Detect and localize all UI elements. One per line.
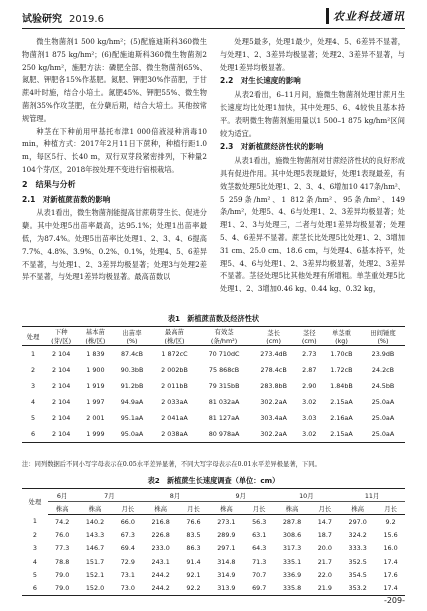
table-cell: 76.0 bbox=[55, 530, 70, 539]
table-cell: 95.0aA bbox=[113, 426, 152, 443]
right-column bbox=[220, 36, 405, 296]
table-cell: 3 bbox=[30, 382, 36, 390]
table-header-cell: 单茎重 (kg) bbox=[322, 327, 361, 346]
table-cell: 297.1 bbox=[217, 544, 236, 553]
table-row bbox=[22, 515, 405, 529]
table-cell: 18.7 bbox=[317, 530, 332, 539]
table-cell: 91.2bB bbox=[120, 382, 144, 390]
table-cell: 302.2aA bbox=[260, 398, 287, 406]
table-cell: 2 002bB bbox=[161, 366, 188, 374]
table-cell: 2.87 bbox=[302, 366, 317, 374]
table-header-cell: 月长 bbox=[245, 502, 274, 515]
table-cell: 77.3 bbox=[55, 544, 70, 553]
table-cell: 243.1 bbox=[151, 557, 170, 566]
table-cell: 354.5 bbox=[348, 570, 367, 579]
table-cell: 16.0 bbox=[383, 544, 398, 553]
table-cell: 336.9 bbox=[282, 570, 302, 579]
table-header-cell: 下种 (芽/区) bbox=[44, 327, 78, 346]
table-cell: 6 bbox=[22, 426, 44, 443]
table-cell: 15.6 bbox=[383, 530, 398, 539]
table-cell: 2 104 bbox=[51, 350, 71, 358]
table-cell: 3.03 bbox=[302, 414, 317, 422]
table1 bbox=[22, 326, 405, 443]
table-cell: 2 bbox=[32, 530, 37, 539]
table-header-cell: 茎径 (cm) bbox=[297, 327, 322, 346]
table-row bbox=[22, 528, 405, 541]
table-cell: 76.6 bbox=[186, 517, 201, 526]
table-cell: 324.2 bbox=[348, 530, 367, 539]
table-cell: 233.0 bbox=[151, 544, 170, 553]
paragraph: 处理5最多，处理1最少，处理4、5、6差异不显著，与处理1、2、3差异均极显著；处理2、3差异不显著，与处理1差异均极显著。 bbox=[220, 37, 405, 72]
table-cell: 63.1 bbox=[252, 530, 267, 539]
table-row bbox=[22, 410, 405, 426]
table-cell: 216.8 bbox=[151, 517, 170, 526]
table-cell: 308.6 bbox=[282, 530, 302, 539]
journal-brand: 农业科技通讯 bbox=[326, 8, 405, 24]
table-row bbox=[22, 426, 405, 443]
table-cell: 5 bbox=[30, 414, 36, 422]
table-cell: 9.2 bbox=[385, 517, 396, 526]
table-header-cell: 茎长 (cm) bbox=[251, 327, 297, 346]
table-cell: 21.7 bbox=[317, 557, 332, 566]
table-cell: 24.5bB bbox=[371, 382, 395, 390]
table1-caption: 表1 新植蔗苗数及经济性状 bbox=[167, 314, 260, 323]
table-cell: 83.5 bbox=[186, 530, 201, 539]
table-cell: 2 041aA bbox=[161, 414, 188, 422]
table-cell: 289.9 bbox=[217, 530, 236, 539]
table-row bbox=[22, 394, 405, 410]
table-cell: 5 bbox=[32, 570, 37, 579]
table-cell: 14.7 bbox=[317, 517, 332, 526]
subsection-heading: 2.1 对新植蔗苗数的影响 bbox=[22, 194, 111, 204]
table-cell: 1 999 bbox=[78, 426, 112, 443]
table-cell: 73.0 bbox=[113, 581, 142, 595]
table-cell: 56.3 bbox=[252, 517, 267, 526]
table-header-cell: 最高苗 (株/区) bbox=[152, 327, 198, 346]
table-cell: 20.0 bbox=[317, 544, 332, 553]
table-cell: 3.02 bbox=[302, 398, 317, 406]
paragraph: 种茎在下种前用甲基托布津1 000倍液浸种消毒10 min，种植方式：2017年2月11日下蔗种，种植行距1.0 m，每区5行、长40 m，双行双芽段紧密排列，下种量2 104个芽/区，2018年按处理不变进行宿根栽培。 bbox=[22, 126, 207, 174]
table-cell: 287.8 bbox=[282, 517, 302, 526]
table-header-cell: 6月 bbox=[48, 489, 77, 502]
table-row bbox=[22, 378, 405, 394]
table-cell: 6 bbox=[22, 581, 48, 595]
table-cell: 78.8 bbox=[55, 557, 70, 566]
table-cell: 2.73 bbox=[302, 350, 317, 358]
table-cell: 1.72cB bbox=[330, 366, 353, 374]
table-cell: 352.5 bbox=[348, 557, 367, 566]
table-header-cell: 株高 bbox=[142, 502, 179, 515]
table-cell: 2 104 bbox=[51, 398, 71, 406]
subsection-heading: 2.3 对新植蔗经济性状的影响 bbox=[220, 142, 324, 152]
table-cell: 152.0 bbox=[77, 581, 114, 595]
table-cell: 140.2 bbox=[85, 517, 105, 526]
table-cell: 1 bbox=[30, 350, 36, 358]
table-header-cell: 株高 bbox=[339, 502, 376, 515]
table-cell: 1 997 bbox=[86, 398, 105, 406]
table-cell: 2 011bB bbox=[161, 382, 188, 390]
table-cell: 71.3 bbox=[252, 557, 267, 566]
table-cell: 17.4 bbox=[383, 557, 398, 566]
table-cell: 92.1 bbox=[186, 570, 201, 579]
table-header-cell: 处理 bbox=[22, 327, 44, 346]
table-cell: 17.4 bbox=[376, 581, 405, 595]
table-cell: 1 839 bbox=[86, 350, 105, 358]
paragraph: 从表1看出，微生物菌剂能提高甘蔗萌芽生长、促进分蘖。其中处理5出苗率最高，达95.1%；处理1出苗率最低，为87.4%。处理5出苗率比处理1、2、3、4、6提高7.7%、4.8%、3.9%、0.2%、0.1%，处理4、5、6差异不显著，与处理1、2、3差异均极显著；处理3与处理2差异不显著，与处理1差异均极显著。最高苗数以 bbox=[22, 208, 207, 282]
table-cell: 278.4cB bbox=[260, 366, 287, 374]
table-cell: 302.2aA bbox=[251, 426, 297, 443]
table-cell: 3 bbox=[32, 544, 37, 553]
journal-section: 试验研究 2019.6 bbox=[22, 14, 104, 25]
table-cell: 25.0aA bbox=[371, 414, 395, 422]
table-cell: 2.16aA bbox=[330, 414, 353, 422]
table-cell: 67.3 bbox=[120, 530, 135, 539]
table-cell: 152.1 bbox=[85, 570, 105, 579]
table-cell: 66.0 bbox=[120, 517, 135, 526]
table-header-cell: 株高 bbox=[208, 502, 245, 515]
table-cell: 283.8bB bbox=[260, 382, 287, 390]
table-cell: 1 919 bbox=[86, 382, 105, 390]
paragraph: 微生物菌剂1 500 kg/hm²；(5)配施迪斯科360微生物菌剂1 875 kg/hm²；(6)配施迪斯科360微生物菌剂2 250 kg/hm²，施肥方法：磷肥全部、微生物菌剂65%、氮肥、钾肥各15%作基肥。氮肥、钾肥30%作苗肥，于甘蔗4叶时施，结合小培土。氮肥45%、钾肥55%、微生物菌剂35%作攻茎肥，在分蘖后期，结合大培土。其他按常规管理。 bbox=[22, 37, 207, 123]
table-cell: 335.1 bbox=[282, 557, 302, 566]
table-cell: 297.0 bbox=[348, 517, 367, 526]
section-heading: 2 结果与分析 bbox=[22, 179, 76, 189]
table-cell: 244.2 bbox=[142, 581, 179, 595]
table-row bbox=[22, 581, 405, 595]
table2-caption: 表2 新植蔗生长速度调查（单位：cm） bbox=[147, 476, 280, 485]
table-cell: 314.8 bbox=[217, 557, 236, 566]
table-cell: 2 033aA bbox=[161, 398, 188, 406]
table-header-cell: 月长 bbox=[310, 502, 339, 515]
table-cell: 1 bbox=[32, 517, 37, 526]
table-cell: 2.15aA bbox=[330, 398, 353, 406]
table-header-cell: 基本苗 (株/区) bbox=[78, 327, 112, 346]
table-cell: 1 872cC bbox=[161, 350, 188, 358]
table-cell: 333.3 bbox=[348, 544, 367, 553]
table-cell: 25.0aA bbox=[361, 426, 405, 443]
left-column bbox=[22, 36, 207, 284]
subsection-heading: 2.2 对生长速度的影响 bbox=[220, 76, 301, 86]
table-cell: 1 900 bbox=[86, 366, 105, 374]
table-cell: 3.02 bbox=[297, 426, 322, 443]
table-cell: 335.8 bbox=[274, 581, 311, 595]
paragraph: 从表1看出，施微生物菌剂对甘蔗经济性状的良好形成具有促进作用。其中处理5表现最好，处理1表现最差，有效茎数处理5比处理1、2、3、4、6增加10 417条/hm²、5 259条/hm²、1 812条/hm²、95条/hm²、149条/hm²，处理5、4、6与处理1、2、3差异均极显著；处理1、2、3与处理三，二者与处理1差异均极显著；处理5、4、6差异不显著。蔗茎长比处理5比处理1、2、3增加31 cm、25.0 cm、18.6 cm，与处理4、6基本持平，处理5、4、6与处理1、2、3差异均极显著，处理2、3差异不显著。茎径处理5比其他处理有所增粗。单茎重处理5比处理1、2、3增加0.46 kg、0.44 kg、0.32 kg， bbox=[220, 156, 405, 294]
table-cell: 87.4cB bbox=[120, 350, 144, 358]
table-cell: 2.15aA bbox=[322, 426, 361, 443]
table-cell: 4 bbox=[30, 398, 36, 406]
table-cell: 1.84bB bbox=[330, 382, 353, 390]
table-cell: 314.9 bbox=[217, 570, 236, 579]
table1-note: 注：同列数据后不同小写字母表示在0.05水平差异显著，不同大写字母表示在0.01水平差异极显著，下同。 bbox=[22, 461, 321, 468]
table-cell: 80 978aA bbox=[198, 426, 251, 443]
table-cell: 2 104 bbox=[51, 366, 71, 374]
table-header-cell: 9月 bbox=[208, 489, 274, 502]
table-cell: 2 104 bbox=[51, 414, 71, 422]
table-cell: 79.0 bbox=[48, 581, 77, 595]
table-row bbox=[22, 542, 405, 555]
table-row bbox=[22, 568, 405, 581]
page-number: -209- bbox=[383, 596, 405, 605]
table-header-cell: 处理 bbox=[22, 489, 48, 515]
table-cell: 244.2 bbox=[151, 570, 170, 579]
table-header-cell: 月长 bbox=[113, 502, 142, 515]
table-cell: 2 bbox=[30, 366, 36, 374]
table-header-cell: 11月 bbox=[339, 489, 405, 502]
table-header-cell: 7月 bbox=[77, 489, 143, 502]
paragraph: 从表2看出，6–11月间，施微生物菌剂处理甘蔗月生长速度均比处理1加快，其中处理5、6、4较快且基本持平。表明微生物菌剂施用量以1 500–1 875 kg/hm²区间较为适宜。 bbox=[220, 90, 405, 138]
table-cell: 2 038aA bbox=[152, 426, 198, 443]
table-row bbox=[22, 362, 405, 378]
table-cell: 69.4 bbox=[120, 544, 135, 553]
table-cell: 75 868cB bbox=[208, 366, 240, 374]
table-cell: 94.9aA bbox=[120, 398, 144, 406]
table-cell: 24.2cB bbox=[371, 366, 395, 374]
header-rule bbox=[22, 28, 405, 29]
table-cell: 146.7 bbox=[85, 544, 105, 553]
table-cell: 21.9 bbox=[310, 581, 339, 595]
table-header-cell: 出苗率 (%) bbox=[113, 327, 152, 346]
table-cell: 79.0 bbox=[55, 570, 70, 579]
table-cell: 86.3 bbox=[186, 544, 201, 553]
table-header-cell: 株高 bbox=[77, 502, 114, 515]
table-row bbox=[22, 346, 405, 363]
table-cell: 22.0 bbox=[317, 570, 332, 579]
table-header-cell: 株高 bbox=[274, 502, 311, 515]
table-cell: 303.4aA bbox=[260, 414, 287, 422]
table-cell: 70.7 bbox=[252, 570, 267, 579]
table-header-cell: 8月 bbox=[142, 489, 208, 502]
table-header-cell: 有效茎 (条/hm²) bbox=[198, 327, 251, 346]
table-cell: 2.90 bbox=[302, 382, 317, 390]
table-cell: 2 104 bbox=[51, 382, 71, 390]
table-cell: 273.4dB bbox=[260, 350, 287, 358]
table-cell: 23.9dB bbox=[371, 350, 395, 358]
page-header bbox=[22, 8, 405, 26]
table-cell: 143.3 bbox=[85, 530, 105, 539]
table2 bbox=[22, 488, 405, 596]
table-cell: 2 104 bbox=[44, 426, 78, 443]
table-cell: 92.2 bbox=[179, 581, 208, 595]
table-cell: 69.7 bbox=[245, 581, 274, 595]
table-cell: 73.1 bbox=[120, 570, 135, 579]
table-cell: 81 032aA bbox=[208, 398, 240, 406]
table-cell: 81 127aA bbox=[208, 414, 240, 422]
table-header-cell: 月长 bbox=[376, 502, 405, 515]
table-cell: 91.4 bbox=[186, 557, 201, 566]
table-cell: 72.9 bbox=[120, 557, 135, 566]
table-cell: 25.0aA bbox=[371, 398, 395, 406]
table-cell: 4 bbox=[32, 557, 37, 566]
table-cell: 273.1 bbox=[217, 517, 236, 526]
table-cell: 317.3 bbox=[282, 544, 302, 553]
table-cell: 79 315bB bbox=[208, 382, 240, 390]
table-cell: 151.7 bbox=[85, 557, 105, 566]
table-cell: 90.3bB bbox=[120, 366, 144, 374]
table-header-cell: 田间锤度 (%) bbox=[361, 327, 405, 346]
table-cell: 1.70cB bbox=[330, 350, 353, 358]
table-cell: 64.3 bbox=[252, 544, 267, 553]
table-cell: 70 710dC bbox=[208, 350, 240, 358]
table-cell: 74.2 bbox=[55, 517, 70, 526]
table-header-cell: 株高 bbox=[48, 502, 77, 515]
table-cell: 95.1aA bbox=[120, 414, 144, 422]
table-row bbox=[22, 555, 405, 568]
table-header-cell: 10月 bbox=[274, 489, 340, 502]
table-cell: 313.9 bbox=[208, 581, 245, 595]
table-cell: 2 001 bbox=[86, 414, 105, 422]
table-cell: 353.2 bbox=[339, 581, 376, 595]
table-cell: 226.8 bbox=[151, 530, 170, 539]
table-header-cell: 月长 bbox=[179, 502, 208, 515]
table-cell: 17.6 bbox=[383, 570, 398, 579]
